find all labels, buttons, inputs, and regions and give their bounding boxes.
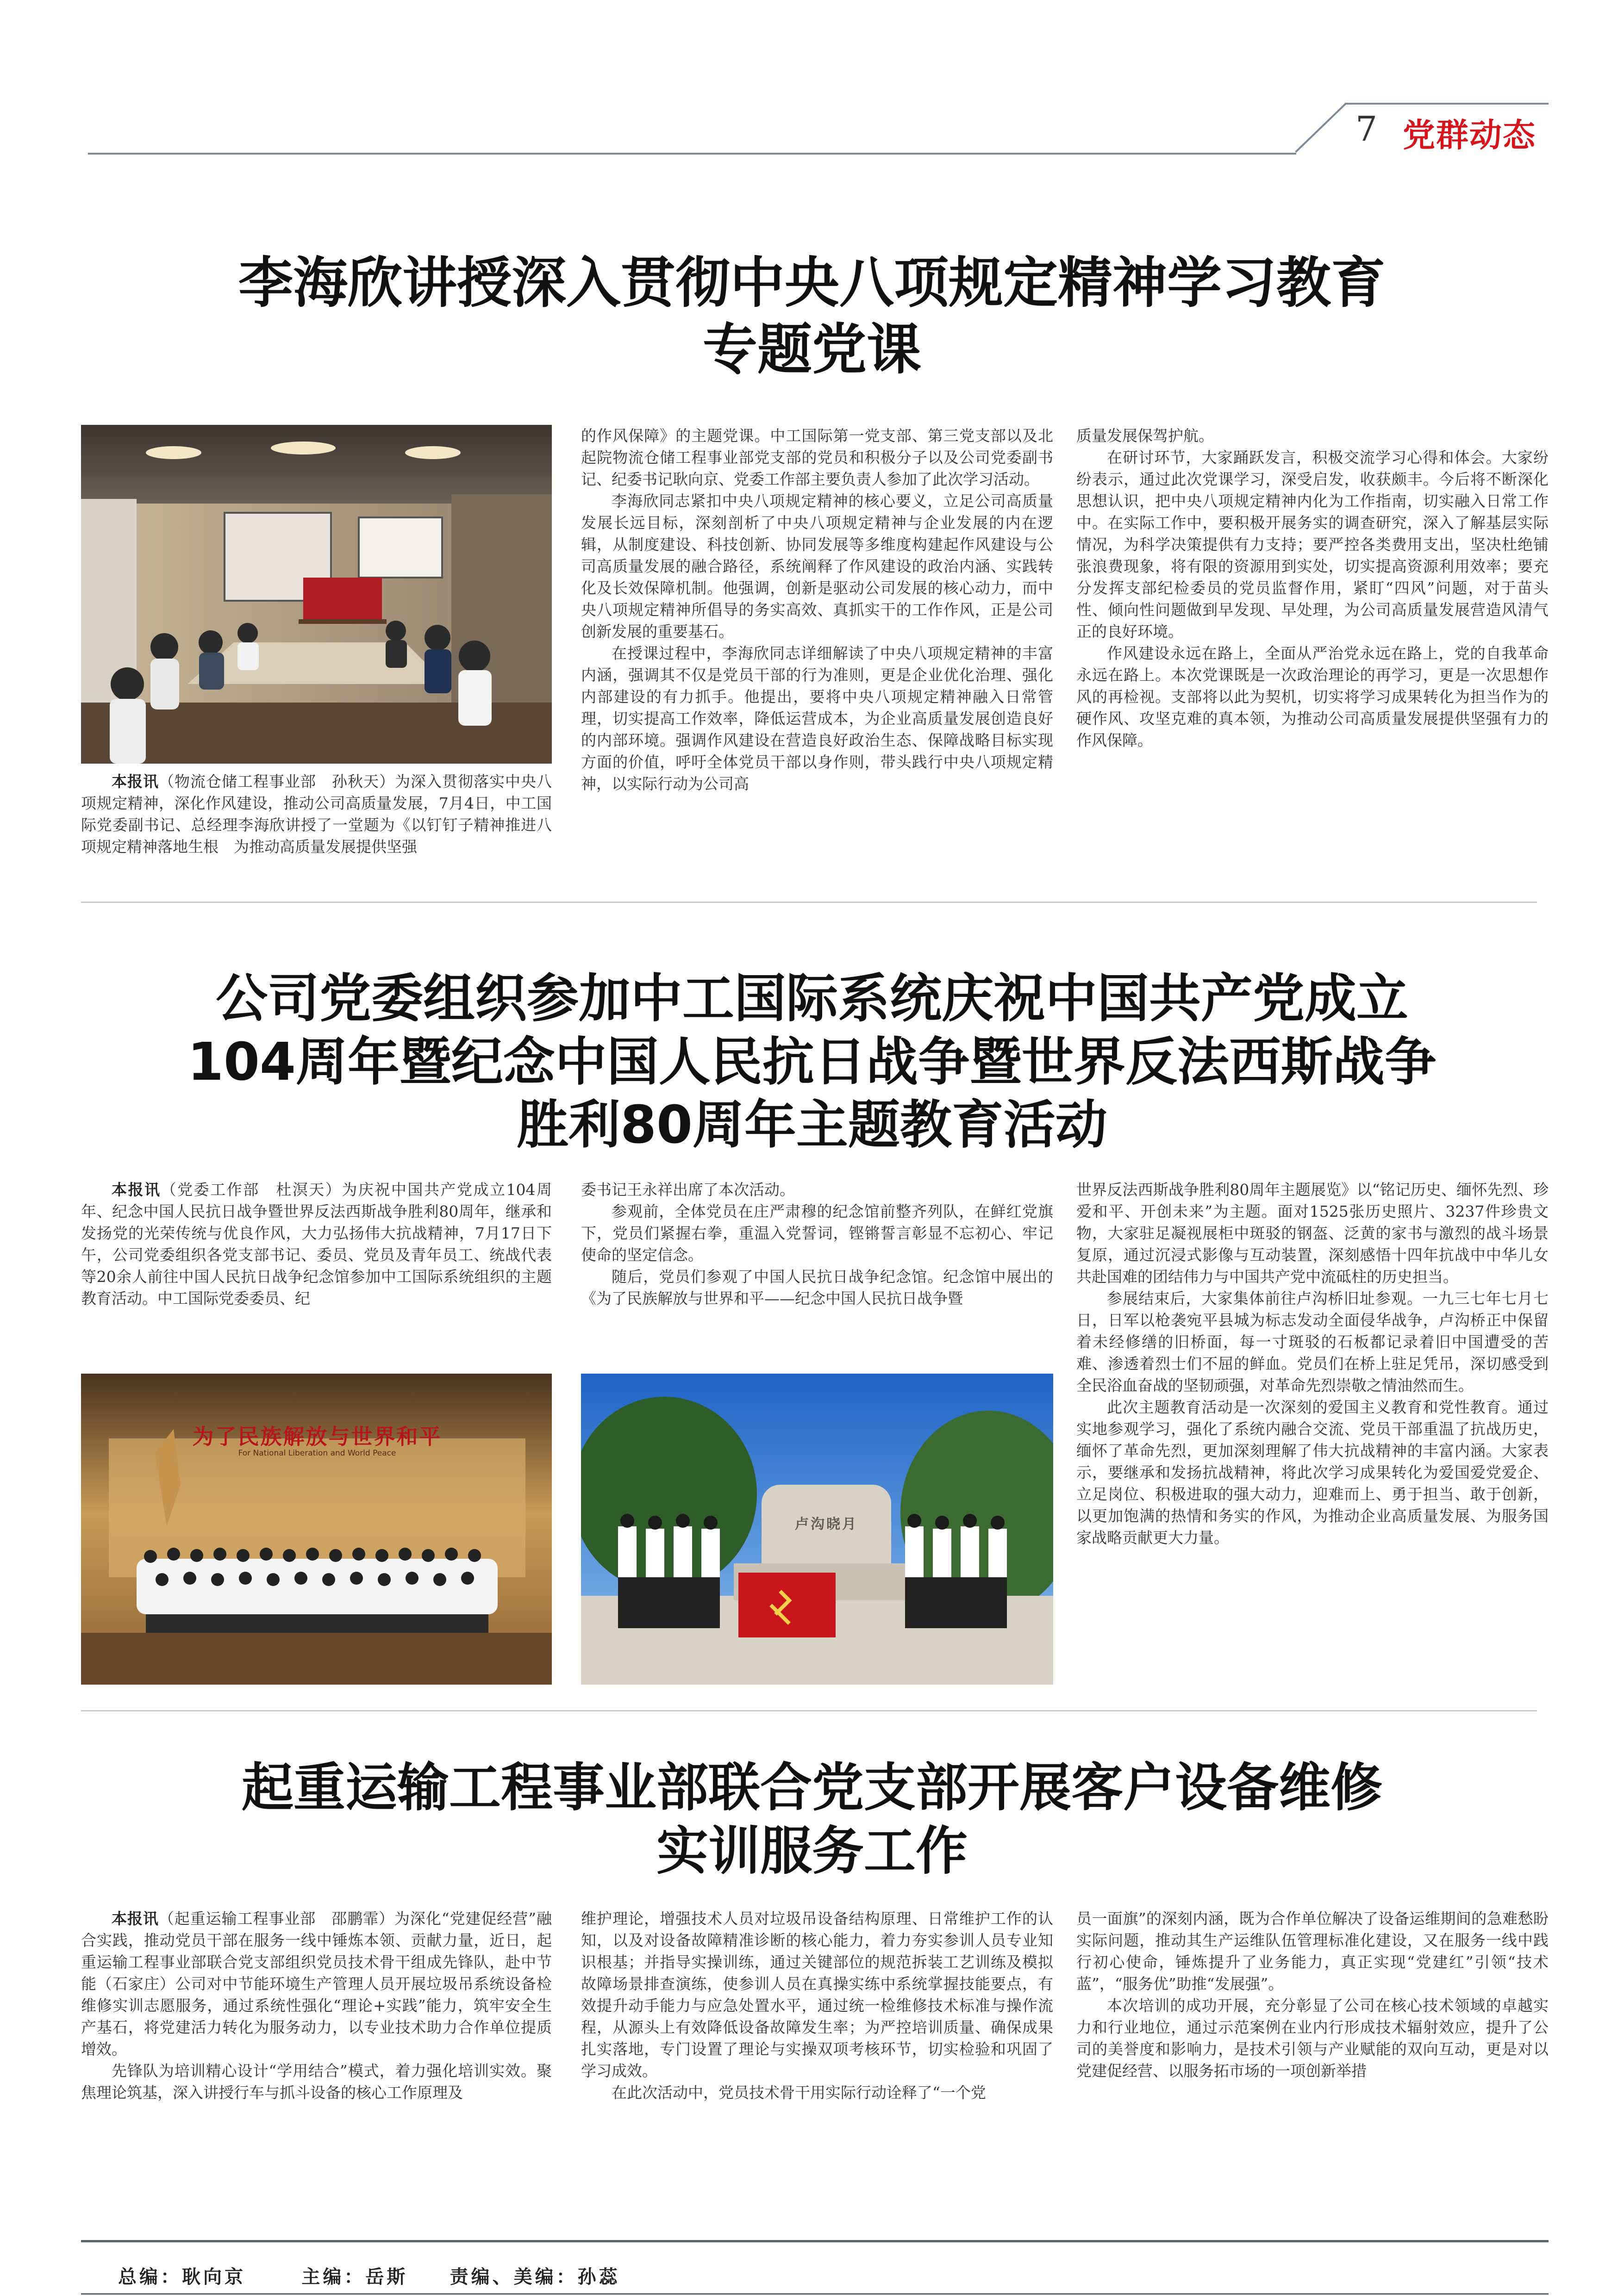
paragraph: 在授课过程中，李海欣同志详细解读了中央八项规定精神的丰富内涵，强调其不仅是党员干部的行为准则，更是企业优化治理、强化内部建设的有力抓手。他提出，要将中央八项规定精神融入日常管理，切实提高工作效率，降低运营成本，为企业高质量发展创造良好的内部环境。强调作风建设在营造良好政治生态、保障战略目标实现方面的价值，呼吁全体党员干部以身作则，带头践行中央八项规定精神，以实际行动为公司高 <box>581 644 1053 793</box>
article1-column-3 <box>1076 425 1549 751</box>
article1-photo-meeting <box>81 425 552 764</box>
article1-title-line: 专题党课 <box>702 317 921 381</box>
paragraph: 此次主题教育活动是一次深刻的爱国主义教育和党性教育。通过实地参观学习，强化了系统内融合交流、党员干部重温了抗战历史，缅怀了革命先烈，更加深刻理解了伟大抗战精神的丰富内涵。大家表示，要继承和发扬抗战精神，将此次学习成果转化为爱国爱党爱企、立足岗位、积极进取的强大动力，迎难而上、勇于担当、敢于创新，以更加饱满的热情和务实的作风，为推动企业高质量发展、为服务国家战略贡献更大力量。 <box>1076 1398 1549 1547</box>
article2-column-1 <box>81 1179 552 1309</box>
paragraph: 先锋队为培训精心设计“学用结合”模式，着力强化培训实效。聚焦理论筑基，深入讲授行车与抓斗设备的核心工作原理及 <box>81 2062 552 2102</box>
resp-name: 孙蕊 <box>577 2266 620 2288</box>
article3-title <box>69 1756 1555 1883</box>
paragraph: 世界反法西斯战争胜利80周年主题展览》以“铭记历史、缅怀先烈、珍爱和平、开创未来”为主题。面对1525张历史照片、3237件珍贵文物，大家驻足凝视展柜中斑驳的钢盔、泛黄的家书与激烈的战斗场景复原，通过沉浸式影像与互动装置，深刻感悟十四年抗战中中华儿女共赴国难的团结伟力与中国共产党中流砥柱的历史担当。 <box>1076 1181 1549 1286</box>
museum-banner-title: 为了民族解放与世界和平 <box>192 1424 442 1449</box>
article3-title-line: 实训服务工作 <box>656 1821 968 1881</box>
editor-label: 总编： <box>118 2266 182 2288</box>
footer-rule-bottom <box>81 2293 1549 2295</box>
article2-lead: 为庆祝中国共产党成立104周年、纪念中国人民抗日战争暨世界反法西斯战争胜利80周年，继承和发扬党的光荣传统与优良作风，大力弘扬伟大抗战精神，7月17日下午，公司党委组织各党支部书记、委员、党员及青年员工、统战代表等20余人前往中国人民抗日战争纪念馆参加中工国际系统组织的主题教育活动。中工国际党委委员、纪 <box>81 1181 552 1307</box>
page-number: 7 <box>1355 109 1378 149</box>
byline-label: 本报讯 <box>112 772 159 790</box>
section-divider <box>81 902 1537 903</box>
article1-lead: 为深入贯彻落实中央八项规定精神，深化作风建设，推动公司高质量发展，7月4日，中工国际党委副书记、总经理李海欣讲授了一堂题为《以钉钉子精神推进八项规定精神落地生根 为推动高质量发展提供坚强 <box>81 772 552 856</box>
museum-banner-subtitle: For National Liberation and World Peace <box>238 1449 396 1458</box>
article2-column-3 <box>1076 1179 1549 1549</box>
monument-inscription: 卢沟晓月 <box>795 1516 858 1532</box>
byline-label: 本报讯 <box>112 1181 161 1199</box>
paragraph: 李海欣同志紧扣中央八项规定精神的核心要义，立足公司高质量发展长远目标，深刻剖析了中央八项规定精神与企业发展的内在逻辑，从制度建设、科技创新、协同发展等多维度构建起作风建设与公司高质量发展的融合路径，系统阐释了作风建设的政治内涵、实践转化及长效保障机制。他强调，创新是驱动公司发展的核心动力，而中央八项规定精神所倡导的务实高效、真抓实干的工作作风，正是公司创新发展的重要基石。 <box>581 492 1053 641</box>
paragraph: 员一面旗”的深刻内涵，既为合作单位解决了设备运维期间的急难愁盼实际问题，推动其生产运维队伍管理标准化建设，又在服务一线中践行初心使命，锤炼提升了业务能力，真正实现“党建红”引领“技术蓝”，“服务优”助推“发展强”。 <box>1076 1910 1549 1993</box>
meeting-room-illustration <box>81 425 552 764</box>
byline-source: （起重运输工程事业部 邵鹏霏） <box>158 1910 394 1928</box>
article1-column-1 <box>81 771 552 858</box>
article3-title-line: 起重运输工程事业部联合党支部开展客户设备维修 <box>242 1758 1382 1818</box>
article2-title-line: 104周年暨纪念中国人民抗日战争暨世界反法西斯战争 <box>187 1032 1437 1092</box>
chief-label: 主编： <box>301 2266 366 2288</box>
section-name: 党群动态 <box>1403 116 1536 154</box>
article2-title <box>69 967 1555 1157</box>
article1-title-line: 李海欣讲授深入贯彻中央八项规定精神学习教育 <box>238 251 1386 315</box>
article2-column-2 <box>581 1179 1053 1309</box>
paragraph: 质量发展保驾护航。 <box>1076 427 1214 445</box>
article3-column-1 <box>81 1908 552 2103</box>
editor-name: 耿向京 <box>182 2266 246 2288</box>
article1-column-2 <box>581 425 1053 795</box>
paragraph: 的作风保障》的主题党课。中工国际第一党支部、第三党支部以及北起院物流仓储工程事业部党支部的党员和积极分子以及公司党委副书记、纪委书记耿向京、党委工作部主要负责人参加了此次学习活动。 <box>581 427 1053 488</box>
paragraph: 维护理论，增强技术人员对垃圾吊设备结构原理、日常维护工作的认知，以及对设备故障精准诊断的核心能力，着力夯实参训人员专业知识根基；并指导实操训练，通过关键部位的规范拆装工艺训练及模拟故障场景排查演练，使参训人员在真操实练中系统掌握技能要点，有效提升动手能力与应急处置水平，通过统一检维修技术标准与操作流程，从源头上有效降低设备故障发生率；为严控培训质量、确保成果扎实落地，专门设置了理论与实操双项考核环节，切实检验和巩固了学习成效。 <box>581 1910 1053 2080</box>
header-rule-diagonal <box>1295 103 1346 153</box>
paragraph: 随后，党员们参观了中国人民抗日战争纪念馆。纪念馆中展出的《为了民族解放与世界和平——纪念中国人民抗日战争暨 <box>581 1268 1053 1307</box>
paragraph: 作风建设永远在路上，全面从严治党永远在路上，党的自我革命永远在路上。本次党课既是一次政治理论的再学习，更是一次思想作风的再检视。支部将以此为契机，切实将学习成果转化为担当作为的硬作风、攻坚克难的真本领，为推动公司高质量发展提供坚强有力的作风保障。 <box>1076 644 1549 749</box>
paragraph: 参展结束后，大家集体前往卢沟桥旧址参观。一九三七年七月七日，日军以枪袭宛平县城为标志发动全面侵华战争，卢沟桥正中保留着未经修缮的旧桥面，每一寸斑驳的石板都记录着旧中国遭受的苦难、渗透着烈士们不屈的鲜血。党员们在桥上驻足凭吊，深切感受到全民浴血奋战的坚韧顽强，对革命先烈崇敬之情油然而生。 <box>1076 1289 1549 1394</box>
article2-title-line: 胜利80周年主题教育活动 <box>517 1095 1107 1156</box>
article3-column-3 <box>1076 1908 1549 2082</box>
section-divider <box>81 1710 1537 1711</box>
header-rule-top <box>1345 103 1549 105</box>
paragraph: 在此次活动中，党员技术骨干用实际行动诠释了“一个党 <box>612 2084 986 2102</box>
footer-rule-top <box>81 2240 1549 2242</box>
article2-photo-museum-group <box>81 1374 552 1685</box>
paragraph: 委书记王永祥出席了本次活动。 <box>581 1181 795 1199</box>
chief-name: 岳斯 <box>365 2266 408 2288</box>
article2-photo-monument <box>581 1374 1053 1685</box>
article3-lead: 为深化“党建促经营”融合实践，推动党员干部在服务一线中锤炼本领、贡献力量，近日，起重运输工程事业部联合党支部组织党员技术骨干组成先锋队，赴中节能（石家庄）公司对中节能环境生产管理人员开展垃圾吊系统设备检维修实训志愿服务，通过系统性强化“理论+实践”能力，筑牢安全生产基石，将党建活力转化为服务动力，以专业技术助力合作单位提质增效。 <box>81 1910 552 2058</box>
byline-label: 本报讯 <box>112 1910 159 1928</box>
byline-source: （物流仓储工程事业部 孙秋天） <box>159 772 395 790</box>
paragraph: 在研讨环节，大家踊跃发言，积极交流学习心得和体会。大家纷纷表示，通过此次党课学习，深受启发，收获颇丰。今后将不断深化思想认识，把中央八项规定精神内化为工作指南，切实融入日常工作中。在实际工作中，要积极开展务实的调查研究，深入了解基层实际情况，为科学决策提供有力支持；要严控各类费用支出，坚决杜绝铺张浪费现象，将有限的资源用到实处，切实提高资源利用效率；要充分发挥支部纪检委员的党员监督作用，紧盯“四风”问题，对于苗头性、倾向性问题做到早发现、早处理，为公司高质量发展营造风清气正的良好环境。 <box>1076 448 1549 641</box>
header-rule <box>88 153 1296 155</box>
article3-column-2 <box>581 1908 1053 2103</box>
article2-title-line: 公司党委组织参加中工国际系统庆祝中国共产党成立 <box>216 969 1408 1029</box>
paragraph: 参观前，全体党员在庄严肃穆的纪念馆前整齐列队，在鲜红党旗下，党员们紧握右拳，重温入党誓词，铿锵誓言彰显不忘初心、牢记使命的坚定信念。 <box>581 1202 1053 1264</box>
paragraph: 本次培训的成功开展，充分彰显了公司在核心技术领域的卓越实力和行业地位，通过示范案例在业内行形成技术辐射效应，提升了公司的美誉度和影响力，是技术引领与产业赋能的双向互动，更是对以党建促经营、以服务拓市场的一项创新举措 <box>1076 1997 1549 2080</box>
article1-title <box>69 250 1555 383</box>
resp-label: 责编、美编： <box>450 2266 578 2288</box>
byline-source: （党委工作部 杜溟天） <box>161 1181 342 1199</box>
footer-credits <box>118 2262 620 2289</box>
